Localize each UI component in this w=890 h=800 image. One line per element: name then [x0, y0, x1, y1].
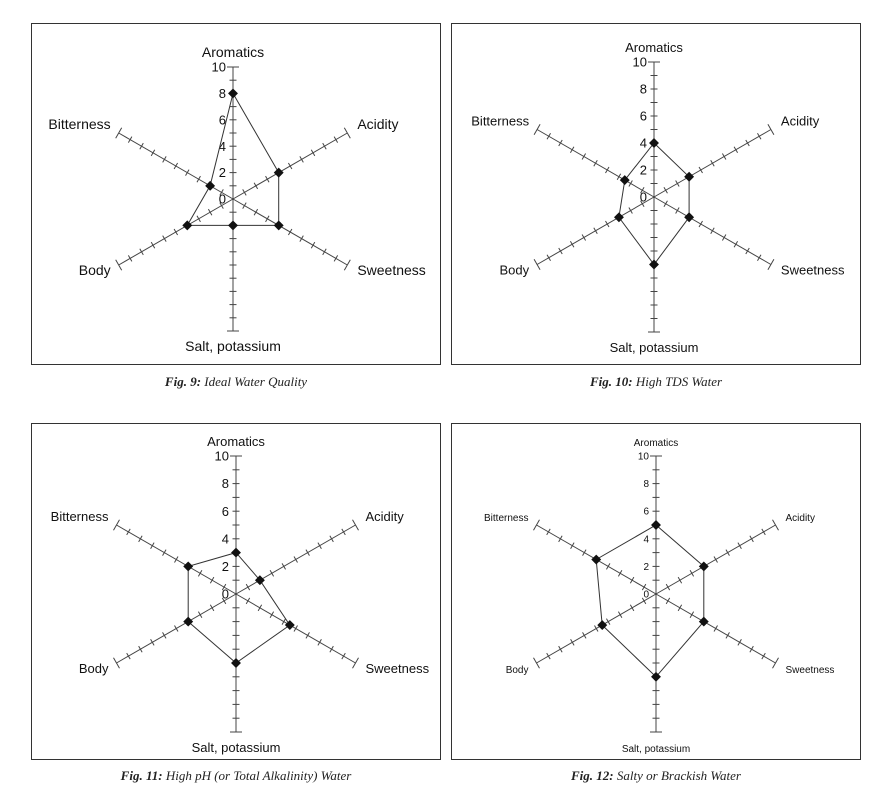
axis-tick [583, 632, 587, 638]
axis-label: Sweetness [780, 262, 845, 278]
axis-tick [533, 658, 539, 668]
axis-tick [690, 612, 694, 618]
axis-tick [197, 216, 201, 222]
tick-label: 0 [221, 586, 229, 602]
axis-tick [547, 653, 551, 659]
axis-label: Bitterness [50, 509, 109, 524]
axis-tick [210, 577, 214, 583]
data-point [274, 168, 284, 178]
axis-tick [617, 174, 621, 180]
axis-tick [582, 153, 586, 159]
radar-chart [32, 24, 442, 366]
tick-label: 10 [632, 54, 647, 70]
tick-label: 2 [639, 162, 647, 178]
axis-tick [746, 248, 750, 254]
axis-tick [714, 625, 718, 631]
axis-tick [582, 234, 586, 240]
data-point [649, 260, 659, 270]
axis-label: Salt, potassium [609, 340, 699, 355]
axis-tick [198, 570, 202, 576]
axis-tick [186, 170, 190, 176]
axis-tick [344, 128, 350, 138]
axis-tick [629, 207, 633, 213]
axis-tick [151, 242, 155, 248]
axis-tick [300, 156, 304, 162]
data-point [183, 561, 193, 571]
axis-tick [618, 612, 622, 618]
axis-tick [606, 563, 610, 569]
tick-label: 0 [643, 589, 649, 601]
axis-tick [342, 529, 346, 535]
axis-label: Body [78, 262, 111, 278]
axis-tick [306, 550, 310, 556]
axis-tick [270, 570, 274, 576]
data-point [614, 212, 624, 222]
axis-tick [711, 160, 715, 166]
axis-tick [594, 625, 598, 631]
axis-label: Body [78, 661, 109, 676]
axis-tick [151, 150, 155, 156]
axis-tick [113, 658, 119, 668]
axis-tick [757, 133, 761, 139]
tick-label: 6 [218, 112, 226, 128]
axis-tick [547, 529, 551, 535]
axis-tick [128, 255, 132, 261]
axis-tick [547, 133, 551, 139]
axis-tick [300, 236, 304, 242]
caption-text: High pH (or Total Alkalinity) Water [165, 768, 352, 783]
axis-tick [113, 520, 119, 530]
tick-label: 6 [221, 503, 229, 519]
axis-tick [726, 632, 730, 638]
axis-tick [570, 147, 574, 153]
axis-tick [768, 124, 774, 134]
caption-text: Ideal Water Quality [204, 374, 308, 389]
axis-tick [174, 556, 178, 562]
axis-tick [559, 248, 563, 254]
axis-label: Acidity [785, 513, 815, 524]
axis-tick [533, 520, 539, 530]
tick-label: 4 [218, 138, 226, 154]
tick-label: 10 [637, 451, 649, 463]
axis-tick [699, 167, 703, 173]
caption-text: High TDS Water [635, 374, 723, 389]
axis-tick [246, 584, 250, 590]
axis-label: Sweetness [365, 661, 430, 676]
data-point [228, 88, 238, 98]
axis-tick [559, 646, 563, 652]
axis-tick [116, 260, 122, 270]
axis-tick [294, 625, 298, 631]
axis-tick [163, 156, 167, 162]
axis-tick [334, 137, 338, 143]
axis-tick [243, 203, 247, 209]
axis-tick [174, 163, 178, 169]
figure-caption [451, 768, 861, 784]
tick-label: 8 [639, 81, 647, 97]
axis-tick [353, 520, 359, 530]
axis-tick [306, 632, 310, 638]
axis-tick [139, 646, 143, 652]
axis-tick [664, 187, 668, 193]
axis-tick [127, 529, 130, 535]
axis-tick [605, 221, 609, 227]
chart-frame [451, 423, 861, 760]
axis-tick [676, 180, 680, 186]
axis-tick [757, 255, 761, 261]
axis-tick [678, 577, 682, 583]
axis-tick [734, 147, 738, 153]
axis-tick [571, 639, 575, 645]
axis-tick [163, 236, 167, 242]
axis-tick [605, 167, 609, 173]
axis-tick [116, 128, 122, 138]
axis-label: Bitterness [471, 113, 530, 129]
axis-tick [571, 543, 575, 549]
axis-label: Body [499, 262, 530, 278]
axis-tick [288, 229, 292, 235]
axis-tick [583, 550, 587, 556]
tick-label: 0 [639, 189, 647, 205]
tick-label: 6 [643, 506, 649, 518]
axis-tick [266, 216, 270, 222]
tick-label: 10 [214, 448, 229, 464]
tick-label: 4 [639, 135, 647, 151]
axis-tick [282, 619, 286, 625]
data-point [274, 220, 284, 230]
axis-tick [334, 255, 338, 261]
axis-label: Acidity [357, 116, 399, 132]
axis-tick [570, 241, 574, 247]
caption-number: Fig. 9: [164, 374, 202, 389]
caption-number: Fig. 12: [571, 768, 614, 783]
data-point [228, 220, 238, 230]
axis-label: Salt, potassium [185, 338, 281, 354]
axis-tick [311, 242, 315, 248]
axis-tick [208, 209, 212, 215]
axis-tick [711, 228, 715, 234]
axis-tick [726, 550, 730, 556]
axis-tick [762, 653, 766, 659]
figure-caption [31, 374, 441, 390]
axis-tick [594, 228, 598, 234]
axis-tick [618, 570, 622, 576]
axis-tick [630, 605, 634, 611]
axis-tick [678, 605, 682, 611]
data-point [591, 555, 601, 565]
caption-number: Fig. 10: [589, 374, 633, 389]
axis-tick [139, 536, 143, 542]
axis-tick [128, 137, 132, 143]
axis-tick [722, 234, 726, 240]
axis-tick [353, 658, 359, 668]
axis-tick [666, 598, 670, 604]
tick-label: 10 [211, 59, 226, 75]
axis-tick [768, 259, 774, 269]
axis-label: Aromatics [625, 40, 683, 55]
axis-label: Acidity [365, 509, 404, 524]
axis-tick [243, 189, 247, 195]
axis-tick [127, 653, 130, 659]
axis-tick [174, 229, 178, 235]
radar-chart [452, 424, 862, 761]
data-point [182, 220, 192, 230]
axis-tick [210, 605, 214, 611]
axis-tick [258, 605, 262, 611]
axis-tick [294, 556, 298, 562]
axis-tick [559, 140, 563, 146]
axis-tick [140, 249, 144, 255]
chart-frame [451, 23, 861, 365]
axis-tick [594, 160, 598, 166]
chart-frame [31, 423, 441, 760]
axis-label: Aromatics [201, 44, 265, 60]
axis-tick [282, 563, 286, 569]
tick-label: 0 [218, 191, 226, 207]
axis-tick [254, 183, 258, 189]
figure-caption [451, 374, 861, 390]
tick-label: 2 [221, 558, 229, 574]
axis-tick [773, 658, 779, 668]
axis-label: Sweetness [357, 262, 426, 278]
axis-tick [342, 653, 346, 659]
axis-tick [762, 529, 766, 535]
axis-tick [699, 221, 703, 227]
axis-tick [664, 201, 668, 207]
axis-tick [151, 543, 155, 549]
axis-tick [666, 584, 670, 590]
caption-text: Salty or Brackish Water [616, 768, 741, 783]
axis-tick [266, 176, 270, 182]
axis-tick [629, 180, 633, 186]
axis-label: Sweetness [785, 665, 835, 676]
axis-tick [311, 150, 315, 156]
tick-label: 8 [643, 479, 649, 491]
tick-label: 2 [643, 561, 649, 573]
axis-tick [174, 625, 178, 631]
axis-tick [676, 207, 680, 213]
tick-label: 2 [218, 165, 226, 181]
axis-tick [163, 550, 167, 556]
data-point [620, 175, 630, 185]
data-polygon [596, 525, 704, 677]
axis-tick [722, 153, 726, 159]
axis-label: Aromatics [207, 434, 265, 449]
radar-chart [452, 24, 862, 366]
axis-tick [534, 124, 540, 134]
axis-tick [318, 543, 322, 549]
caption-number: Fig. 11: [120, 768, 163, 783]
axis-tick [151, 639, 155, 645]
axis-tick [198, 612, 202, 618]
axis-tick [270, 612, 274, 618]
axis-label: Bitterness [484, 513, 529, 524]
axis-tick [163, 632, 167, 638]
axis-tick [330, 646, 334, 652]
axis-tick [323, 249, 327, 255]
axis-tick [547, 255, 551, 261]
axis-tick [734, 241, 738, 247]
axis-label: Acidity [780, 113, 820, 129]
axis-tick [323, 143, 327, 149]
axis-tick [738, 639, 742, 645]
axis-tick [606, 619, 610, 625]
axis-tick [330, 536, 334, 542]
axis-tick [714, 556, 718, 562]
axis-label: Bitterness [48, 116, 111, 132]
tick-label: 4 [643, 534, 649, 546]
tick-label: 4 [221, 531, 229, 547]
axis-tick [534, 259, 540, 269]
axis-label: Salt, potassium [191, 740, 281, 755]
axis-tick [197, 176, 201, 182]
tick-label: 6 [639, 108, 647, 124]
data-point [684, 212, 694, 222]
axis-tick [630, 577, 634, 583]
axis-tick [746, 140, 750, 146]
axis-label: Salt, potassium [621, 744, 691, 755]
chart-frame [31, 23, 441, 365]
axis-label: Body [505, 665, 529, 676]
axis-tick [738, 543, 742, 549]
figure-caption [31, 768, 441, 784]
tick-label: 8 [221, 476, 229, 492]
axis-tick [690, 570, 694, 576]
axis-tick [750, 536, 754, 542]
radar-chart [32, 424, 442, 761]
tick-label: 8 [218, 85, 226, 101]
axis-tick [750, 646, 754, 652]
axis-tick [254, 209, 258, 215]
data-point [205, 181, 215, 191]
axis-tick [559, 536, 563, 542]
axis-label: Aromatics [633, 438, 679, 449]
axis-tick [246, 598, 250, 604]
axis-tick [344, 260, 350, 270]
data-point [285, 620, 295, 630]
axis-tick [140, 143, 144, 149]
axis-tick [773, 520, 779, 530]
axis-tick [288, 163, 292, 169]
axis-tick [318, 639, 322, 645]
